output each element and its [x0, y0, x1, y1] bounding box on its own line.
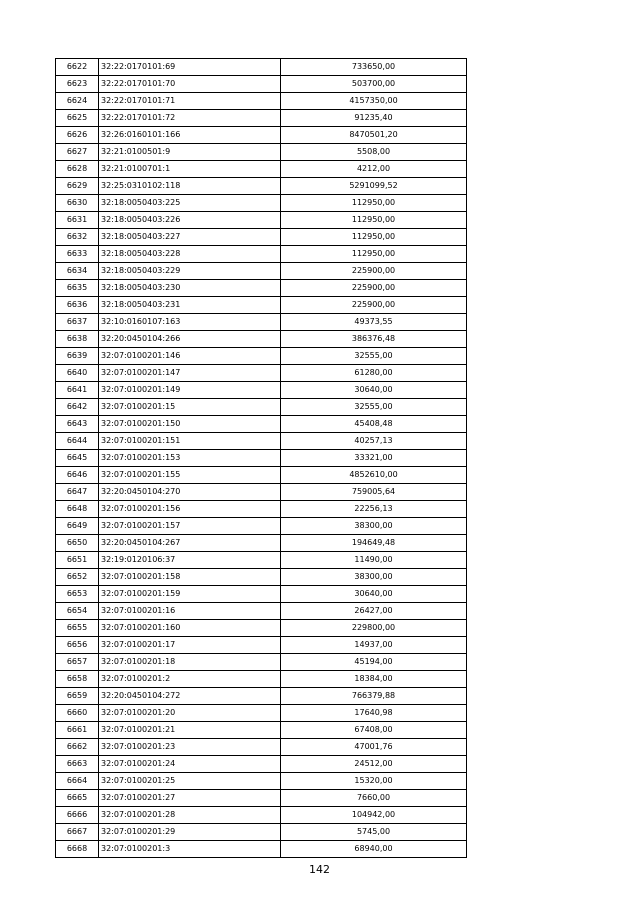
table-body	[56, 59, 467, 858]
table-row	[56, 399, 467, 416]
row-number-cell: 6655	[56, 620, 99, 637]
value-cell: 38300,00	[281, 569, 467, 586]
cadastral-number-cell: 32:07:0100201:20	[99, 705, 281, 722]
cadastral-number-cell: 32:07:0100201:151	[99, 433, 281, 450]
cadastral-number-cell: 32:22:0170101:70	[99, 76, 281, 93]
row-number-cell: 6629	[56, 178, 99, 195]
table-row	[56, 365, 467, 382]
value-cell: 67408,00	[281, 722, 467, 739]
cadastral-number-cell: 32:07:0100201:153	[99, 450, 281, 467]
table-row	[56, 416, 467, 433]
cadastral-number-cell: 32:07:0100201:157	[99, 518, 281, 535]
row-number-cell: 6652	[56, 569, 99, 586]
value-cell: 18384,00	[281, 671, 467, 688]
row-number-cell: 6658	[56, 671, 99, 688]
table-row	[56, 229, 467, 246]
row-number-cell: 6622	[56, 59, 99, 76]
row-number-cell: 6660	[56, 705, 99, 722]
table-row	[56, 212, 467, 229]
cadastral-number-cell: 32:07:0100201:155	[99, 467, 281, 484]
row-number-cell: 6657	[56, 654, 99, 671]
row-number-cell: 6648	[56, 501, 99, 518]
row-number-cell: 6623	[56, 76, 99, 93]
cadastral-number-cell: 32:20:0450104:266	[99, 331, 281, 348]
table-row	[56, 688, 467, 705]
row-number-cell: 6663	[56, 756, 99, 773]
value-cell: 5508,00	[281, 144, 467, 161]
value-cell: 112950,00	[281, 246, 467, 263]
table-row	[56, 807, 467, 824]
value-cell: 45194,00	[281, 654, 467, 671]
cadastral-number-cell: 32:07:0100201:2	[99, 671, 281, 688]
table-row	[56, 59, 467, 76]
cadastral-number-cell: 32:07:0100201:159	[99, 586, 281, 603]
table-row	[56, 671, 467, 688]
cadastral-number-cell: 32:07:0100201:149	[99, 382, 281, 399]
cadastral-number-cell: 32:18:0050403:226	[99, 212, 281, 229]
table-row	[56, 178, 467, 195]
row-number-cell: 6650	[56, 535, 99, 552]
table-row	[56, 654, 467, 671]
value-cell: 26427,00	[281, 603, 467, 620]
value-cell: 22256,13	[281, 501, 467, 518]
page-number: 142	[309, 863, 330, 876]
value-cell: 194649,48	[281, 535, 467, 552]
table-row	[56, 144, 467, 161]
value-cell: 733650,00	[281, 59, 467, 76]
cadastral-number-cell: 32:22:0170101:71	[99, 93, 281, 110]
cadastral-number-cell: 32:07:0100201:28	[99, 807, 281, 824]
table-row	[56, 297, 467, 314]
value-cell: 8470501,20	[281, 127, 467, 144]
row-number-cell: 6630	[56, 195, 99, 212]
value-cell: 30640,00	[281, 586, 467, 603]
value-cell: 112950,00	[281, 195, 467, 212]
value-cell: 386376,48	[281, 331, 467, 348]
table-row	[56, 450, 467, 467]
value-cell: 7660,00	[281, 790, 467, 807]
table-row	[56, 637, 467, 654]
row-number-cell: 6626	[56, 127, 99, 144]
cadastral-number-cell: 32:07:0100201:25	[99, 773, 281, 790]
row-number-cell: 6668	[56, 841, 99, 858]
row-number-cell: 6632	[56, 229, 99, 246]
cadastral-number-cell: 32:07:0100201:147	[99, 365, 281, 382]
cadastral-number-cell: 32:07:0100201:21	[99, 722, 281, 739]
row-number-cell: 6640	[56, 365, 99, 382]
value-cell: 45408,48	[281, 416, 467, 433]
value-cell: 104942,00	[281, 807, 467, 824]
table-row	[56, 790, 467, 807]
cadastral-number-cell: 32:21:0100501:9	[99, 144, 281, 161]
value-cell: 225900,00	[281, 297, 467, 314]
row-number-cell: 6637	[56, 314, 99, 331]
table-row	[56, 535, 467, 552]
cadastral-number-cell: 32:07:0100201:18	[99, 654, 281, 671]
row-number-cell: 6636	[56, 297, 99, 314]
cadastral-number-cell: 32:22:0170101:72	[99, 110, 281, 127]
cadastral-number-cell: 32:07:0100201:146	[99, 348, 281, 365]
table-row	[56, 382, 467, 399]
value-cell: 49373,55	[281, 314, 467, 331]
row-number-cell: 6667	[56, 824, 99, 841]
row-number-cell: 6653	[56, 586, 99, 603]
row-number-cell: 6642	[56, 399, 99, 416]
row-number-cell: 6645	[56, 450, 99, 467]
cadastral-number-cell: 32:20:0450104:267	[99, 535, 281, 552]
row-number-cell: 6628	[56, 161, 99, 178]
row-number-cell: 6624	[56, 93, 99, 110]
table-row	[56, 348, 467, 365]
cadastral-number-cell: 32:07:0100201:24	[99, 756, 281, 773]
cadastral-number-cell: 32:07:0100201:16	[99, 603, 281, 620]
cadastral-number-cell: 32:18:0050403:230	[99, 280, 281, 297]
table-row	[56, 518, 467, 535]
table-row	[56, 433, 467, 450]
table-row	[56, 76, 467, 93]
value-cell: 112950,00	[281, 229, 467, 246]
cadastral-number-cell: 32:07:0100201:156	[99, 501, 281, 518]
row-number-cell: 6662	[56, 739, 99, 756]
row-number-cell: 6656	[56, 637, 99, 654]
value-cell: 38300,00	[281, 518, 467, 535]
row-number-cell: 6649	[56, 518, 99, 535]
value-cell: 503700,00	[281, 76, 467, 93]
cadastral-number-cell: 32:20:0450104:272	[99, 688, 281, 705]
value-cell: 229800,00	[281, 620, 467, 637]
table-row	[56, 552, 467, 569]
row-number-cell: 6651	[56, 552, 99, 569]
cadastral-number-cell: 32:07:0100201:160	[99, 620, 281, 637]
table-row	[56, 756, 467, 773]
cadastral-number-cell: 32:10:0160107:163	[99, 314, 281, 331]
value-cell: 112950,00	[281, 212, 467, 229]
value-cell: 30640,00	[281, 382, 467, 399]
table-row	[56, 331, 467, 348]
cadastral-number-cell: 32:07:0100201:158	[99, 569, 281, 586]
row-number-cell: 6633	[56, 246, 99, 263]
row-number-cell: 6643	[56, 416, 99, 433]
table-row	[56, 246, 467, 263]
table-row	[56, 280, 467, 297]
value-cell: 4212,00	[281, 161, 467, 178]
table-row	[56, 501, 467, 518]
cadastral-number-cell: 32:07:0100201:17	[99, 637, 281, 654]
table-row	[56, 603, 467, 620]
row-number-cell: 6647	[56, 484, 99, 501]
value-cell: 61280,00	[281, 365, 467, 382]
value-cell: 5745,00	[281, 824, 467, 841]
row-number-cell: 6627	[56, 144, 99, 161]
table-row	[56, 93, 467, 110]
cadastral-number-cell: 32:07:0100201:3	[99, 841, 281, 858]
value-cell: 24512,00	[281, 756, 467, 773]
row-number-cell: 6659	[56, 688, 99, 705]
row-number-cell: 6631	[56, 212, 99, 229]
cadastral-number-cell: 32:07:0100201:27	[99, 790, 281, 807]
row-number-cell: 6644	[56, 433, 99, 450]
table-row	[56, 110, 467, 127]
table-row	[56, 841, 467, 858]
value-cell: 759005,64	[281, 484, 467, 501]
row-number-cell: 6664	[56, 773, 99, 790]
table-row	[56, 569, 467, 586]
table-row	[56, 824, 467, 841]
value-cell: 225900,00	[281, 280, 467, 297]
row-number-cell: 6661	[56, 722, 99, 739]
table-row	[56, 705, 467, 722]
table-row	[56, 467, 467, 484]
row-number-cell: 6625	[56, 110, 99, 127]
value-cell: 40257,13	[281, 433, 467, 450]
cadastral-number-cell: 32:21:0100701:1	[99, 161, 281, 178]
value-cell: 4157350,00	[281, 93, 467, 110]
row-number-cell: 6654	[56, 603, 99, 620]
table-row	[56, 620, 467, 637]
value-cell: 5291099,52	[281, 178, 467, 195]
cadastral-number-cell: 32:07:0100201:23	[99, 739, 281, 756]
row-number-cell: 6639	[56, 348, 99, 365]
table-row	[56, 773, 467, 790]
cadastral-number-cell: 32:25:0310102:118	[99, 178, 281, 195]
value-cell: 68940,00	[281, 841, 467, 858]
value-cell: 225900,00	[281, 263, 467, 280]
table-row	[56, 263, 467, 280]
row-number-cell: 6646	[56, 467, 99, 484]
cadastral-number-cell: 32:07:0100201:15	[99, 399, 281, 416]
value-cell: 14937,00	[281, 637, 467, 654]
table-row	[56, 195, 467, 212]
row-number-cell: 6641	[56, 382, 99, 399]
table-row	[56, 161, 467, 178]
value-cell: 32555,00	[281, 348, 467, 365]
cadastral-number-cell: 32:18:0050403:231	[99, 297, 281, 314]
value-cell: 91235,40	[281, 110, 467, 127]
cadastral-number-cell: 32:22:0170101:69	[99, 59, 281, 76]
table-row	[56, 314, 467, 331]
cadastral-number-cell: 32:07:0100201:150	[99, 416, 281, 433]
row-number-cell: 6666	[56, 807, 99, 824]
table-row	[56, 586, 467, 603]
row-number-cell: 6635	[56, 280, 99, 297]
value-cell: 4852610,00	[281, 467, 467, 484]
cadastral-number-cell: 32:18:0050403:227	[99, 229, 281, 246]
table-row	[56, 127, 467, 144]
cadastral-number-cell: 32:18:0050403:229	[99, 263, 281, 280]
table-row	[56, 739, 467, 756]
cadastral-number-cell: 32:20:0450104:270	[99, 484, 281, 501]
row-number-cell: 6638	[56, 331, 99, 348]
value-cell: 17640,98	[281, 705, 467, 722]
table-row	[56, 722, 467, 739]
cadastral-number-cell: 32:18:0050403:228	[99, 246, 281, 263]
cadastral-value-table	[55, 58, 467, 858]
table-row	[56, 484, 467, 501]
value-cell: 15320,00	[281, 773, 467, 790]
row-number-cell: 6634	[56, 263, 99, 280]
cadastral-number-cell: 32:07:0100201:29	[99, 824, 281, 841]
cadastral-number-cell: 32:26:0160101:166	[99, 127, 281, 144]
cadastral-number-cell: 32:19:0120106:37	[99, 552, 281, 569]
value-cell: 32555,00	[281, 399, 467, 416]
value-cell: 11490,00	[281, 552, 467, 569]
cadastral-number-cell: 32:18:0050403:225	[99, 195, 281, 212]
row-number-cell: 6665	[56, 790, 99, 807]
value-cell: 47001,76	[281, 739, 467, 756]
value-cell: 766379,88	[281, 688, 467, 705]
value-cell: 33321,00	[281, 450, 467, 467]
